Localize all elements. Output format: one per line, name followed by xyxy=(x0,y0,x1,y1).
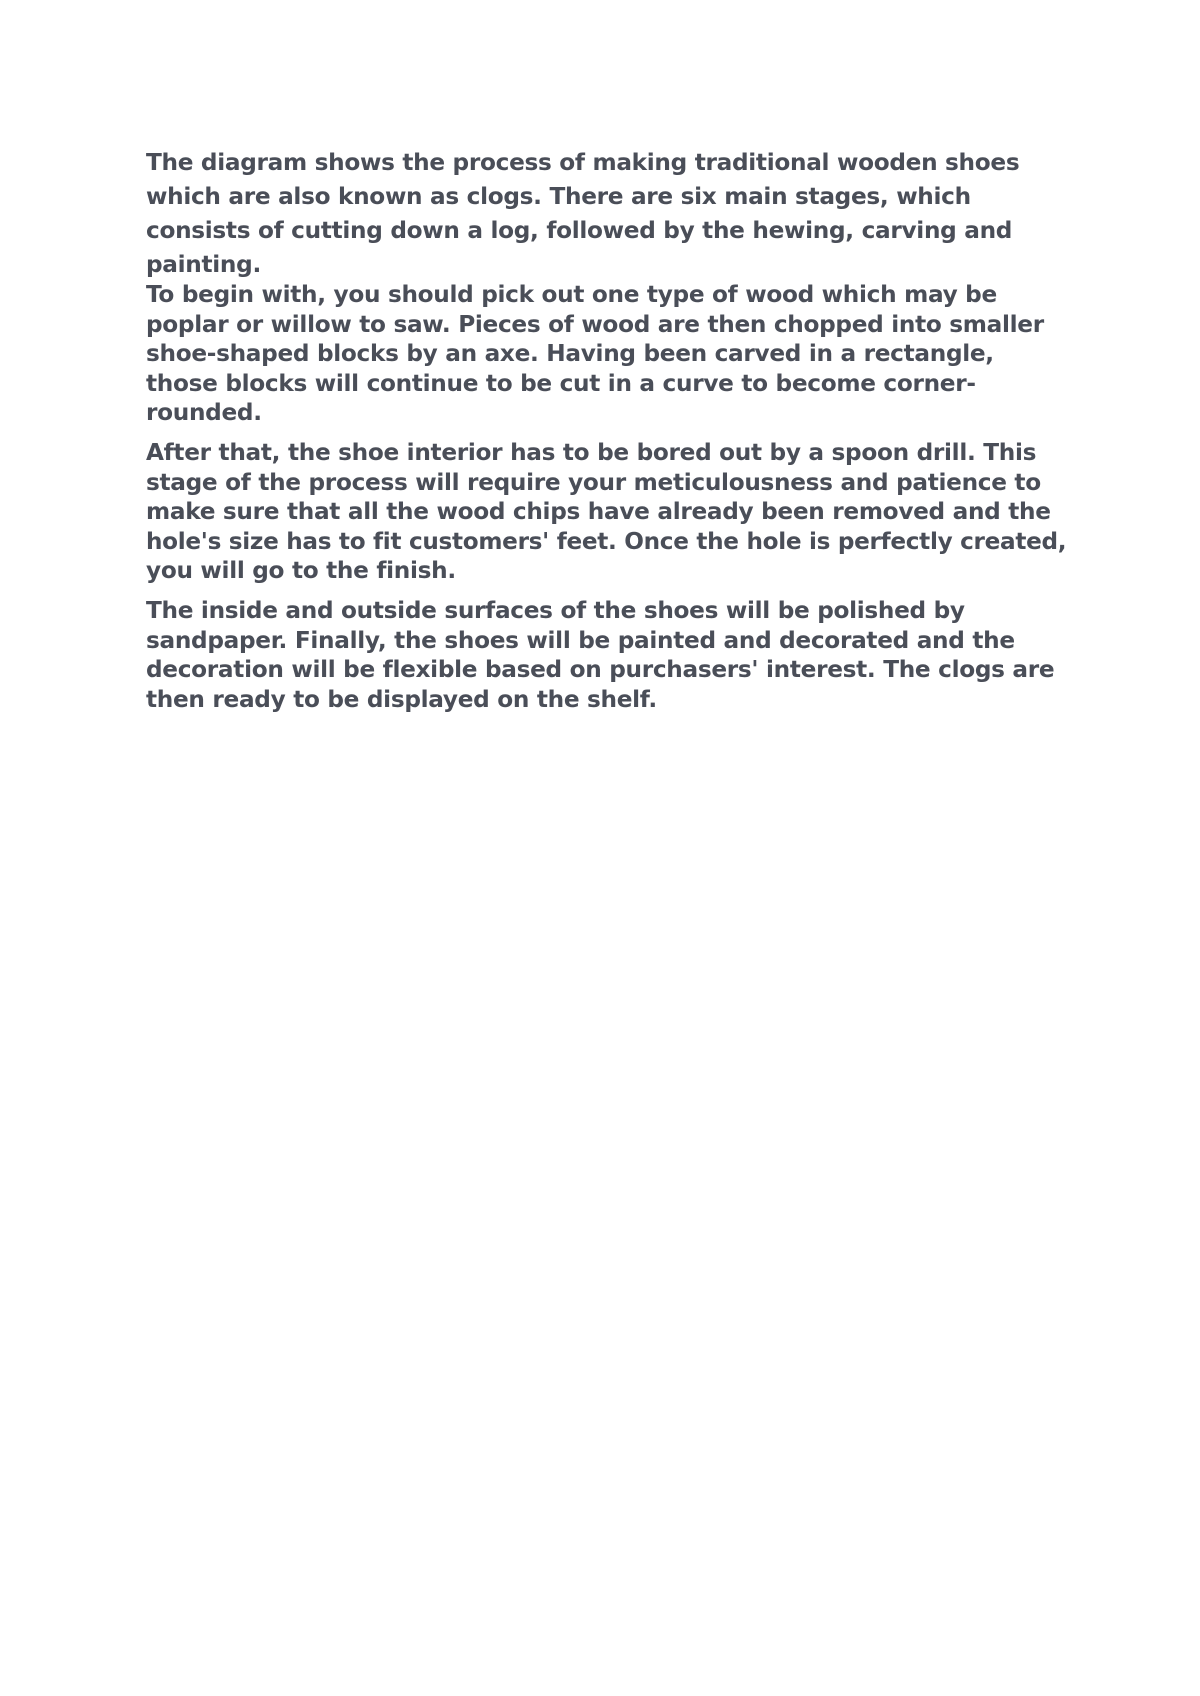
text-line: you will go to the finish. xyxy=(146,557,456,585)
paragraph-boring-stage xyxy=(146,438,1066,586)
paragraph-finishing-stage xyxy=(146,596,1066,714)
text-line: After that, the shoe interior has to be bored out by a spoon drill. This xyxy=(146,438,1037,466)
text-line: decoration will be flexible based on purchasers' interest. The clogs are xyxy=(146,656,1055,684)
text-line: sandpaper. Finally, the shoes will be painted and decorated and the xyxy=(146,626,1015,654)
text-line: then ready to be displayed on the shelf. xyxy=(146,685,657,713)
text-line: The diagram shows the process of making traditional wooden shoes xyxy=(146,149,1020,176)
paragraph-intro xyxy=(146,146,1066,282)
text-line: painting. xyxy=(146,251,261,278)
essay-body xyxy=(146,146,1066,714)
text-line: which are also known as clogs. There are six main stages, which xyxy=(146,183,971,210)
text-line: To begin with, you should pick out one type of wood which may be xyxy=(146,281,997,308)
text-line: poplar or willow to saw. Pieces of wood are then chopped into smaller xyxy=(146,310,1044,338)
paragraph-first-stages xyxy=(146,280,1066,428)
text-line: consists of cutting down a log, followed by the hewing, carving and xyxy=(146,217,1013,244)
text-line: make sure that all the wood chips have already been removed and the xyxy=(146,498,1051,526)
text-line: stage of the process will require your meticulousness and patience to xyxy=(146,468,1041,496)
text-line: those blocks will continue to be cut in a curve to become corner- xyxy=(146,369,976,397)
text-line: hole's size has to fit customers' feet. Once the hole is perfectly created, xyxy=(146,527,1067,555)
text-line: rounded. xyxy=(146,399,262,427)
text-line: The inside and outside surfaces of the shoes will be polished by xyxy=(146,596,965,624)
text-line: shoe-shaped blocks by an axe. Having been carved in a rectangle, xyxy=(146,340,994,368)
